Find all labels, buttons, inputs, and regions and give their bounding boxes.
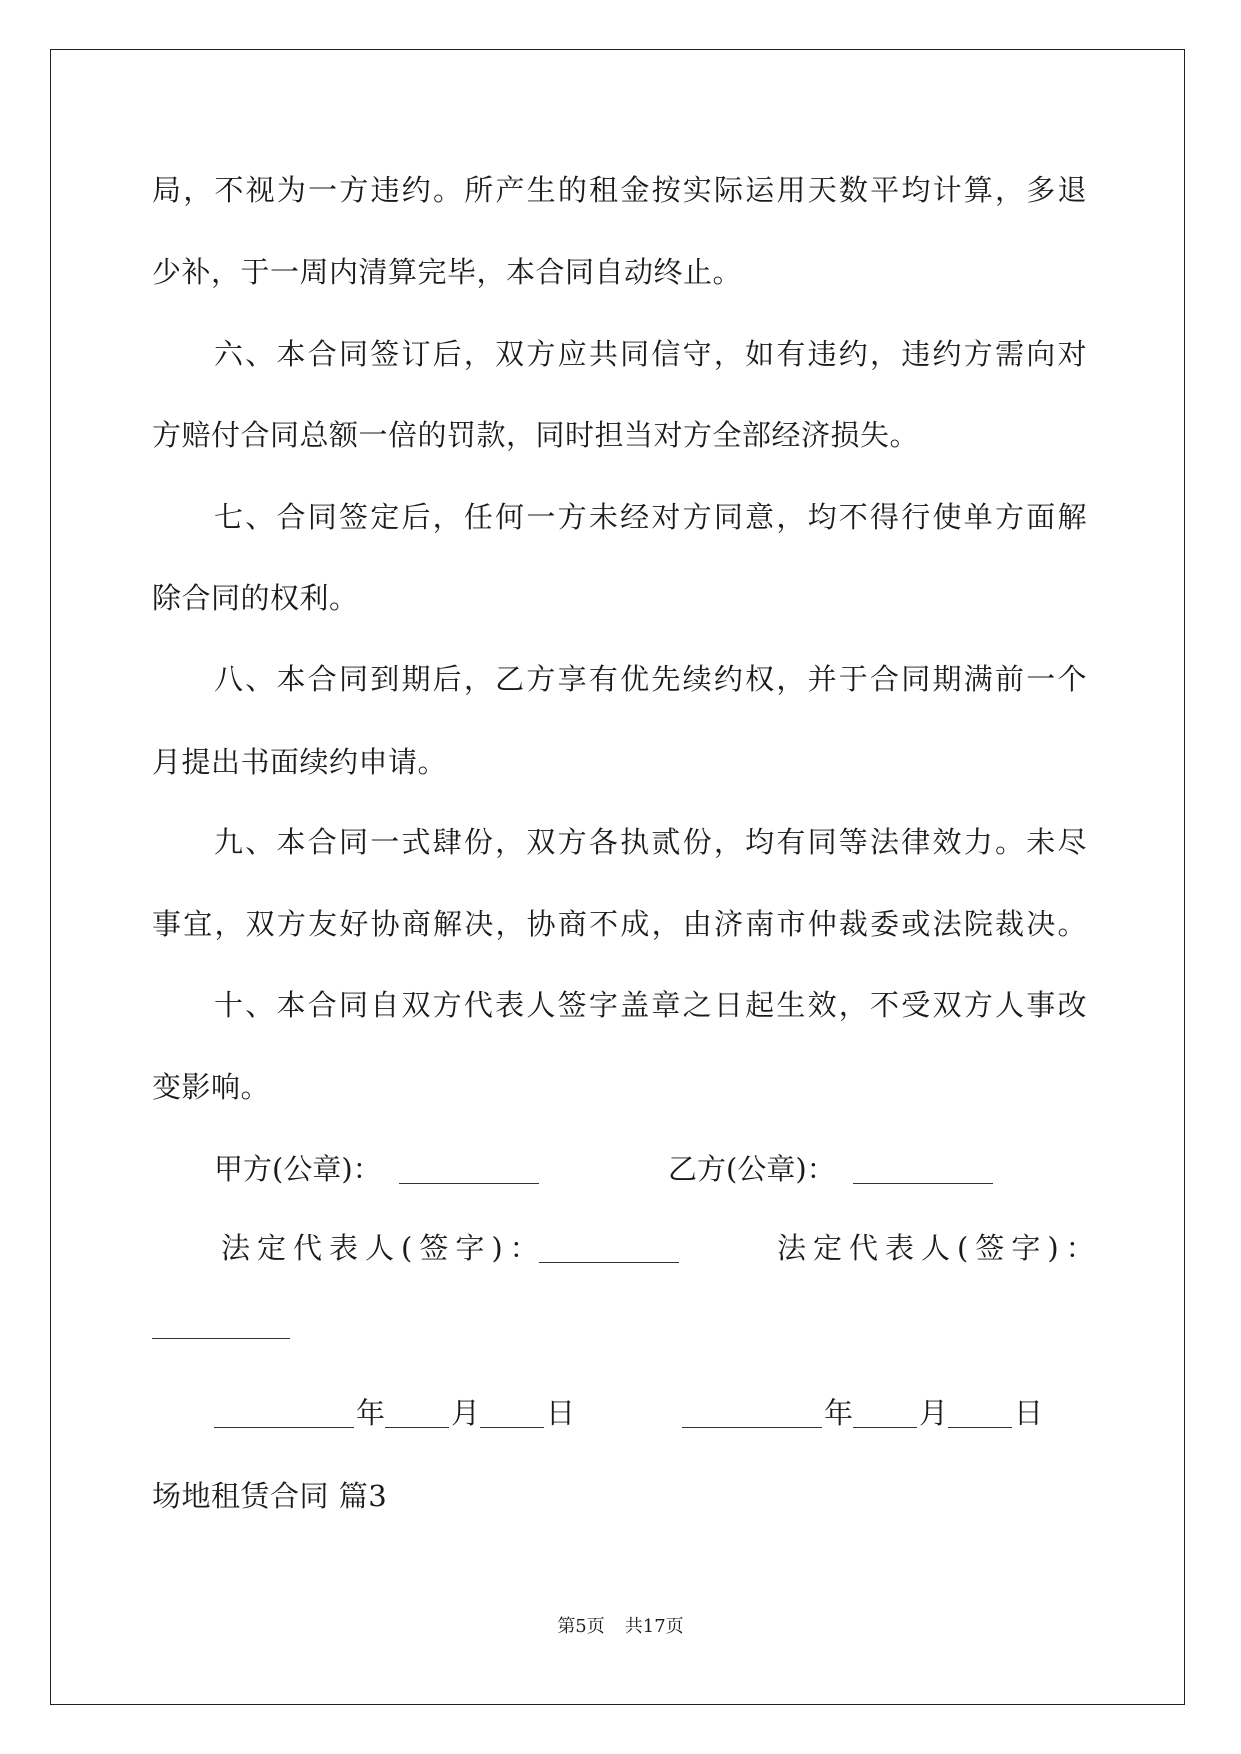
- clause-6-line: 方赔付合同总额一倍的罚款，同时担当对方全部经济损失。: [152, 418, 920, 452]
- party-b-seal-blank: [853, 1183, 993, 1184]
- clause-10-line: 十、本合同自双方代表人签字盖章之日起生效，不受双方人事改: [214, 988, 1087, 1022]
- party-a-seal-blank: [399, 1183, 539, 1184]
- party-a-month-blank: [385, 1427, 449, 1428]
- clause-9-line: 事宜，双方友好协商解决，协商不成，由济南市仲裁委或法院裁决。: [152, 907, 1087, 941]
- party-b-rep-label: 法定代表人(签字)：: [777, 1231, 1102, 1265]
- clause-7-line: 除合同的权利。: [152, 581, 359, 615]
- clause-9-line: 九、本合同一式肆份，双方各执贰份，均有同等法律效力。未尽: [214, 825, 1087, 859]
- party-a-seal-label: 甲方(公章)：: [214, 1152, 382, 1186]
- paragraph-line: 少补，于一周内清算完毕，本合同自动终止。: [152, 255, 743, 289]
- party-a-month-label: 月: [451, 1396, 481, 1430]
- page-footer: [0, 1618, 1241, 1636]
- party-a-rep-blank: [539, 1262, 679, 1263]
- party-b-day-label: 日: [1014, 1396, 1044, 1430]
- party-b-year-label: 年: [824, 1396, 854, 1430]
- clause-7-line: 七、合同签定后，任何一方未经对方同意，均不得行使单方面解: [214, 500, 1087, 534]
- party-b-month-blank: [853, 1427, 917, 1428]
- clause-10-line: 变影响。: [152, 1070, 271, 1104]
- party-a-day-blank: [480, 1427, 544, 1428]
- page-total: 共17页: [624, 1616, 684, 1637]
- clause-8-line: 八、本合同到期后，乙方享有优先续约权，并于合同期满前一个: [214, 662, 1087, 696]
- clause-6-line: 六、本合同签订后，双方应共同信守，如有违约，违约方需向对: [214, 337, 1087, 371]
- next-section-heading: 场地租赁合同 篇3: [152, 1479, 388, 1513]
- party-b-rep-blank: [152, 1338, 290, 1339]
- party-a-day-label: 日: [546, 1396, 576, 1430]
- clause-8-line: 月提出书面续约申请。: [152, 745, 448, 779]
- party-b-seal-label: 乙方(公章)：: [668, 1152, 836, 1186]
- page-border: [50, 49, 1185, 1705]
- party-a-rep-label: 法定代表人(签字)：: [221, 1231, 546, 1265]
- party-b-year-blank: [682, 1427, 822, 1428]
- party-a-year-label: 年: [356, 1396, 386, 1430]
- party-b-day-blank: [948, 1427, 1012, 1428]
- party-b-month-label: 月: [919, 1396, 949, 1430]
- page-number: 第5页: [557, 1616, 605, 1637]
- party-a-year-blank: [214, 1427, 354, 1428]
- paragraph-line: 局，不视为一方违约。所产生的租金按实际运用天数平均计算，多退: [152, 173, 1087, 207]
